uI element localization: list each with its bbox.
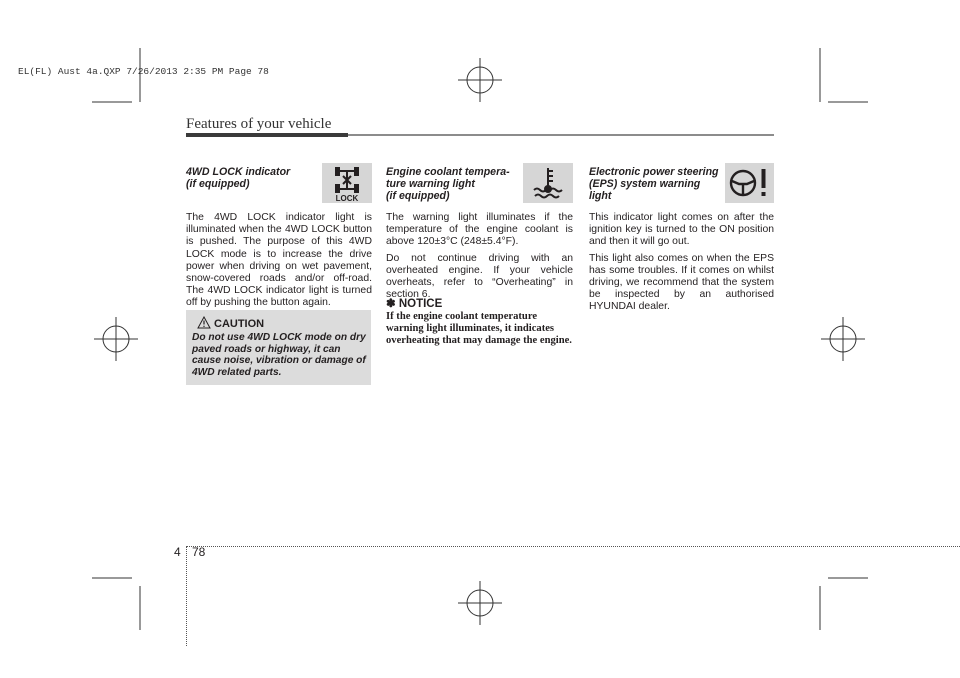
notice-text: If the engine coolant temperature warning light illuminates, it indicates overheating that may damage the engine.: [386, 311, 572, 346]
caution-title: CAUTION: [214, 318, 265, 330]
eps-warning-icon: [725, 163, 774, 203]
section-title: Features of your vehicle: [186, 116, 332, 132]
col2-heading: Engine coolant tempera- ture warning light (if equipped): [386, 166, 510, 202]
notice-title: ✽ NOTICE: [386, 298, 443, 310]
print-slug: EL(FL) Aust 4a.QXP 7/26/2013 2:35 PM Page 78: [18, 66, 269, 77]
lock-icon-label: LOCK: [335, 194, 359, 203]
col3-body: This indicator light comes on after the ignition key is turned to the ON position and then it will go out. This light also comes on when the EPS has some troubles. If it comes on whilst driving, we recommend that the system be inspected by an authorised HYUNDAI dealer.: [589, 212, 774, 313]
col1-body: The 4WD LOCK indicator light is illuminated when the 4WD LOCK button is pushed. The purpose of this 4WD LOCK mode is to increase the drive power when driving on wet pavement, snow-covered roads and/or off-road. The 4WD LOCK indicator light is turned off by pushing the button again.: [186, 212, 372, 309]
col2-body: The warning light illuminates if the temperature of the engine coolant is above 120±3°C (248±5.4°F). Do not continue driving with an overheated engine. If your vehicle overheats, refer to “Overheating” in section 6.: [386, 212, 573, 301]
caution-text: Do not use 4WD LOCK mode on dry paved roads or highway, it can cause noise, vibration or damage of 4WD related parts.: [192, 332, 366, 378]
col3-heading: Electronic power steering (EPS) system warning light: [589, 166, 719, 202]
page-number: 78: [192, 545, 206, 559]
footer-dotted-divider: [186, 546, 187, 646]
4wd-lock-indicator-icon: [322, 163, 372, 203]
footer-dotted-rule: [186, 546, 960, 547]
col1-heading: 4WD LOCK indicator (if equipped): [186, 166, 291, 190]
header-rule-accent: [186, 133, 348, 137]
chapter-number: 4: [174, 545, 181, 559]
engine-coolant-temperature-icon: [523, 163, 573, 203]
